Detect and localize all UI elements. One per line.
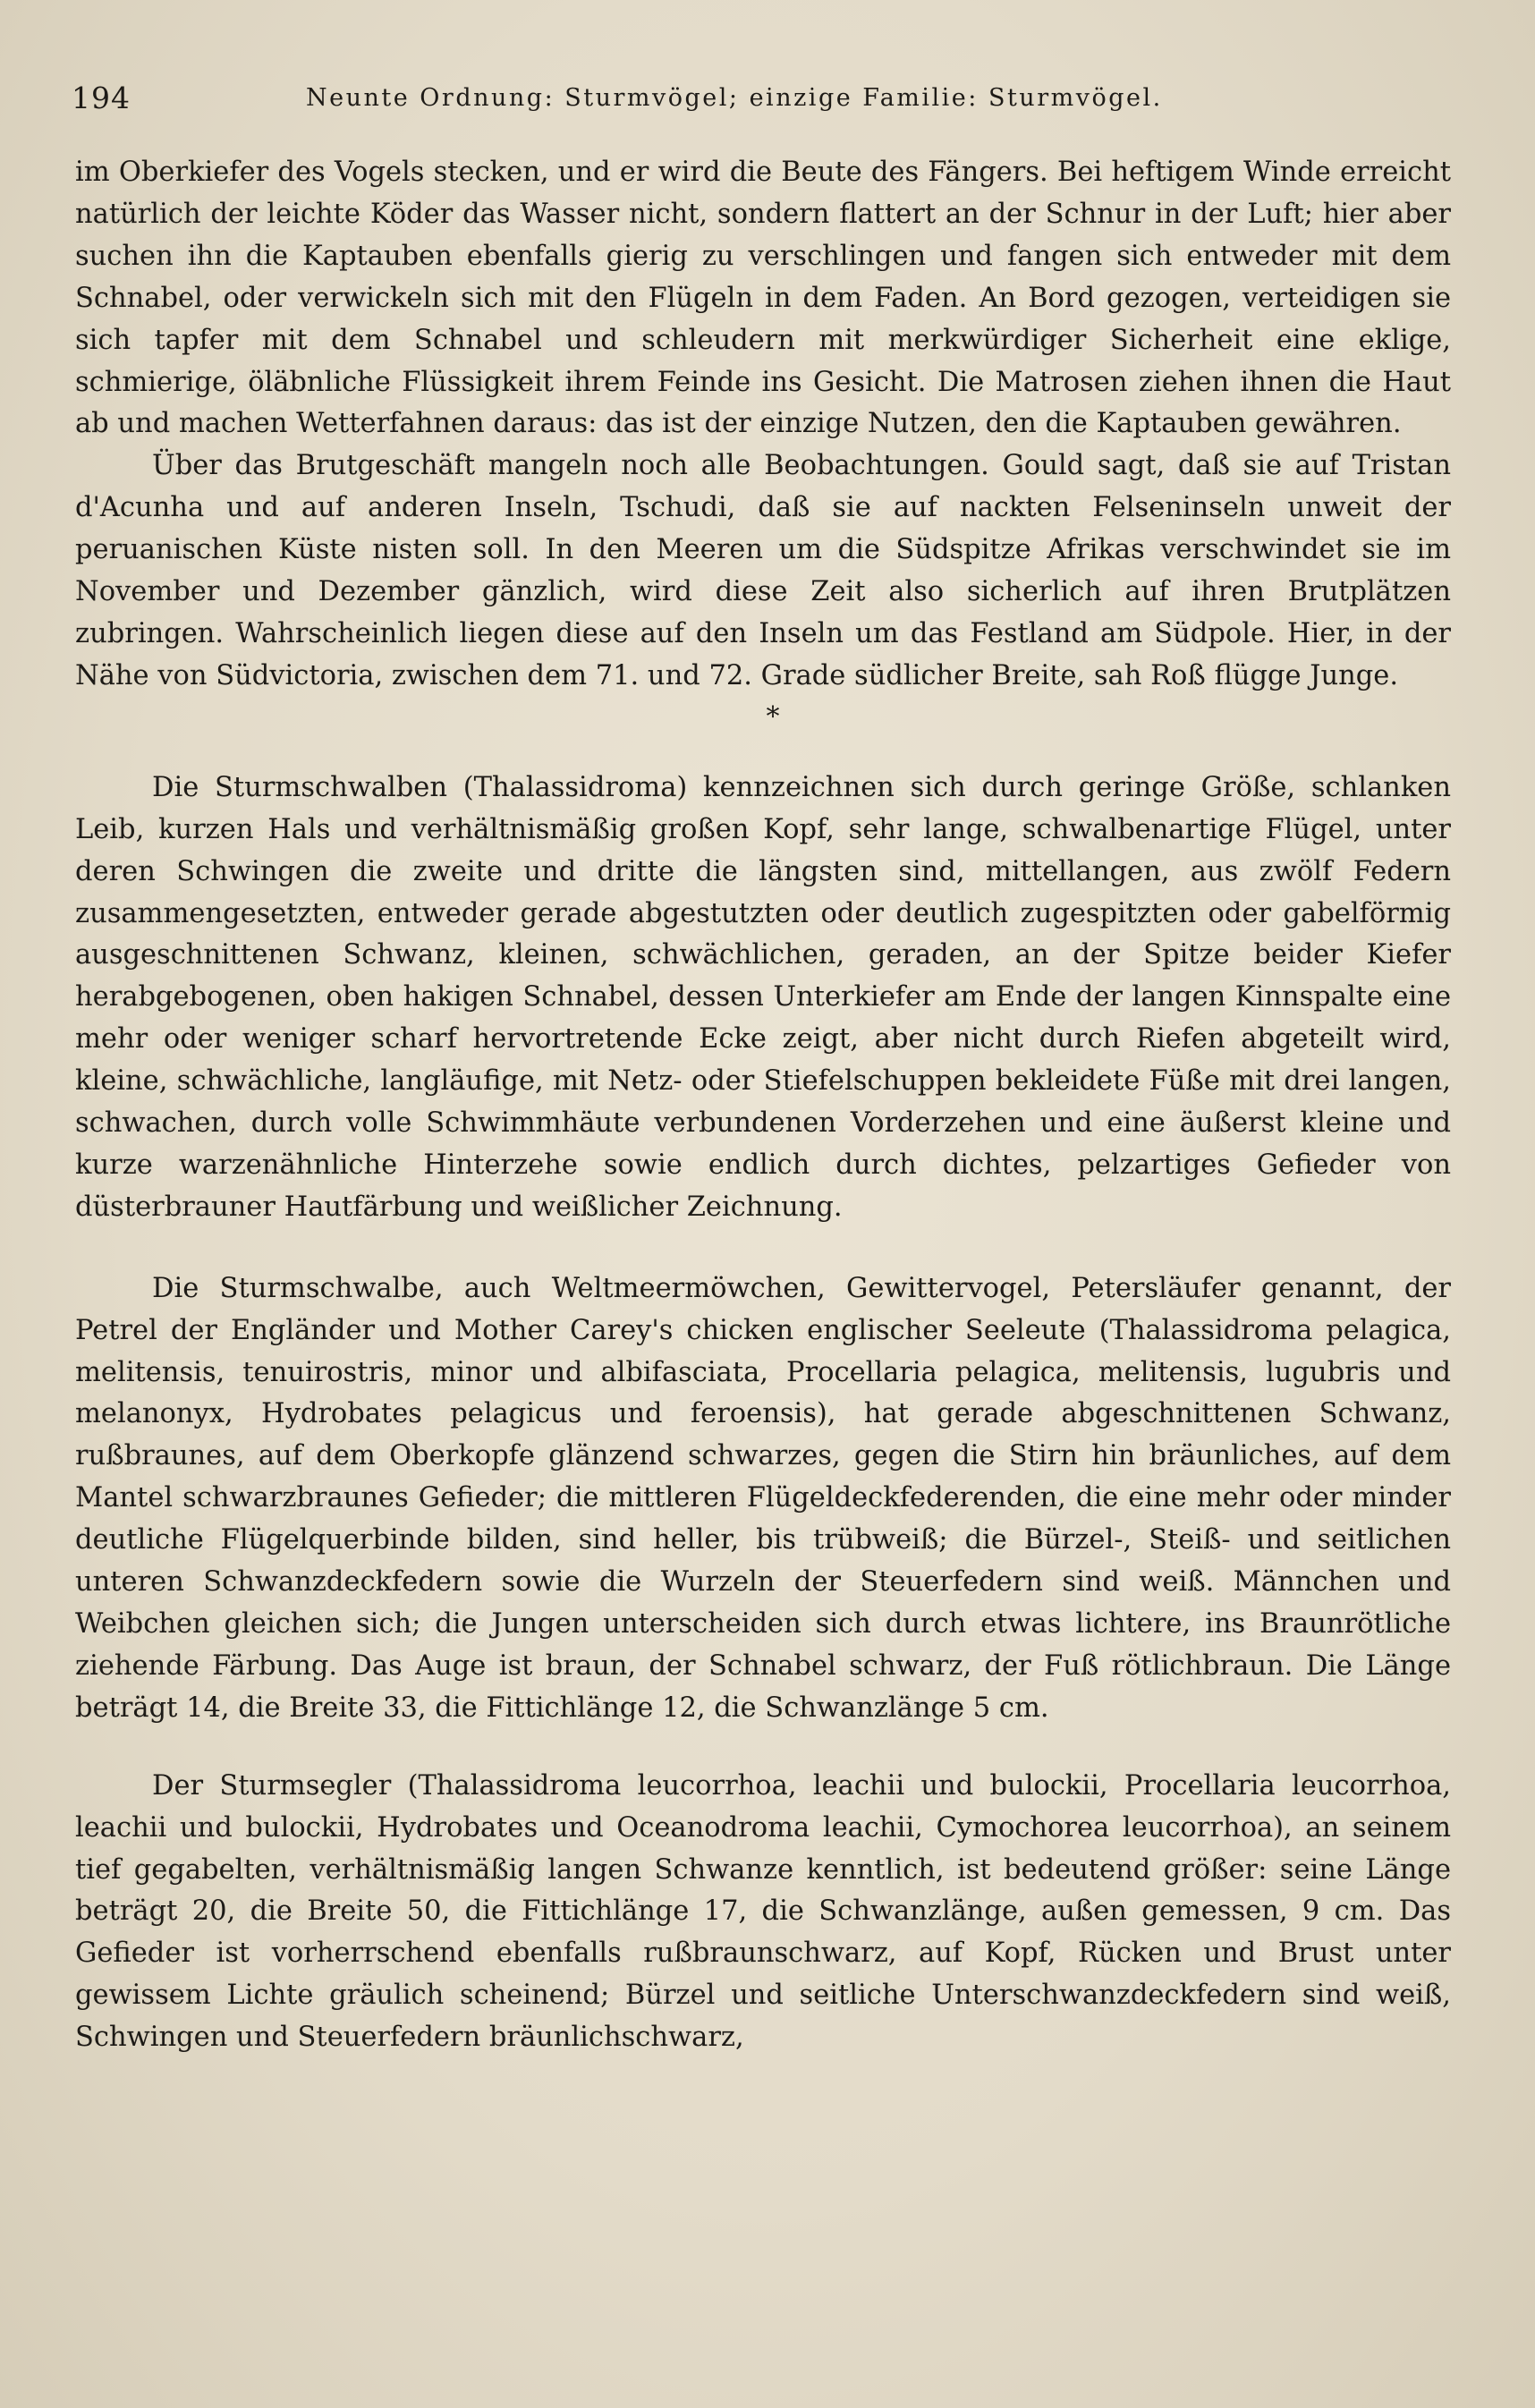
- paragraph-kaptauben-continued: im Oberkiefer des Vogels stecken, und er wird die Beute des Fängers. Bei heftigem Winde erreicht natürlich der leichte Köder das Wasser nicht, sondern flattert an der Schnur in der Luft; hier aber suchen ihn die Kaptauben ebenfalls gierig zu verschlingen und fangen sich entweder mit dem Schnabel, oder verwickeln sich mit den Flügeln in dem Faden. An Bord gezogen, verteidigen sie sich tapfer mit dem Schnabel und schleudern mit merkwürdiger Sicherheit eine eklige, schmierige, öläbnliche Flüssigkeit ihrem Feinde ins Gesicht. Die Matrosen ziehen ihnen die Haut ab und machen Wetterfahnen daraus: das ist der einzige Nutzen, den die Kaptauben gewähren.: [75, 157, 1451, 440]
- page-number: 194: [72, 81, 131, 115]
- paragraph-sturmschwalbe-species: Die Sturmschwalbe, auch Weltmeermöwchen, Gewittervogel, Petersläufer genannt, der Petrel der Engländer und Mother Carey's chicken englischer Seeleute (Thalassidroma pelagica, melitensis, tenuirostris, minor und albifasciata, Procellaria pelagica, melitensis, lugubris und melanonyx, Hydrobates pelagicus und feroensis), hat gerade abgeschnittenen Schwanz, rußbraunes, auf dem Oberkopfe glänzend schwarzes, gegen die Stirn hin bräunliches, auf dem Mantel schwarzbraunes Gefieder; die mittleren Flügeldeckfederenden, die eine mehr oder minder deutliche Flügelquerbinde bilden, sind heller, bis trübweiß; die Bürzel-, Steiß- und seitlichen unteren Schwanzdeckfedern sowie die Wurzeln der Steuerfedern sind weiß. Männchen und Weibchen gleichen sich; die Jungen unterscheiden sich durch etwas lichtere, ins Braunrötliche ziehende Färbung. Das Auge ist braun, der Schnabel schwarz, der Fuß rötlichbraun. Die Länge beträgt 14, die Breite 33, die Fittichlänge 12, die Schwanzlänge 5 cm.: [75, 1272, 1451, 1724]
- paragraph-brutgeschaeft: Über das Brutgeschäft mangeln noch alle Beobachtungen. Gould sagt, daß sie auf Tristan d'Acunha und auf anderen Inseln, Tschudi, daß sie auf nackten Felseninseln unweit der peruanischen Küste nisten soll. In den Meeren um die Südspitze Afrikas verschwindet sie im November und Dezember gänzlich, wird diese Zeit also sicherlich auf ihren Brutplätzen zubringen. Wahrscheinlich liegen diese auf den Inseln um das Festland am Südpole. Hier, in der Nähe von Südvictoria, zwischen dem 71. und 72. Grade südlicher Breite, sah Roß flügge Junge.: [75, 450, 1451, 691]
- page-header: [72, 77, 1467, 120]
- paragraph-sturmschwalben-genus: Die Sturmschwalben (Thalassidroma) kennzeichnen sich durch geringe Größe, schlanken Leib, kurzen Hals und verhältnismäßig großen Kopf, sehr lange, schwalbenartige Flügel, unter deren Schwingen die zweite und dritte die längsten sind, mittellangen, aus zwölf Federn zusammengesetzten, entweder gerade abgestutzten oder deutlich zugespitzten oder gabelförmig ausgeschnittenen Schwanz, kleinen, schwächlichen, geraden, an der Spitze beider Kiefer herabgebogenen, oben hakigen Schnabel, dessen Unterkiefer am Ende der langen Kinnspalte eine mehr oder weniger scharf hervortretende Ecke zeigt, aber nicht durch Riefen abgeteilt wird, kleine, schwächliche, langläufige, mit Netz- oder Stiefelschuppen bekleidete Füße mit drei langen, schwachen, durch volle Schwimmhäute verbundenen Vorderzehen und eine äußerst kleine und kurze warzenähnliche Hinterzehe sowie endlich durch dichtes, pelzartiges Gefieder von düsterbrauner Hautfärbung und weißlicher Zeichnung.: [75, 771, 1451, 1223]
- section-separator: *: [766, 700, 780, 733]
- paragraph-sturmsegler-species: Der Sturmsegler (Thalassidroma leucorrhoa, leachii und bulockii, Procellaria leucorrhoa, leachii und bulockii, Hydrobates und Oceanodroma leachii, Cymochorea leucorrhoa), an seinem tief gegabelten, verhältnismäßig langen Schwanze kenntlich, ist bedeutend größer: seine Länge beträgt 20, die Breite 50, die Fittichlänge 17, die Schwanzlänge, außen gemessen, 9 cm. Das Gefieder ist vorherrschend ebenfalls rußbraunschwarz, auf Kopf, Rücken und Brust unter gewissem Lichte gräulich scheinend; Bürzel und seitliche Unterschwanzdeckfedern sind weiß, Schwingen und Steuerfedern bräunlichschwarz,: [75, 1769, 1451, 2054]
- running-head: Neunte Ordnung: Sturmvögel; einzige Familie: Sturmvögel.: [306, 84, 1163, 112]
- body-text: [75, 152, 1451, 2059]
